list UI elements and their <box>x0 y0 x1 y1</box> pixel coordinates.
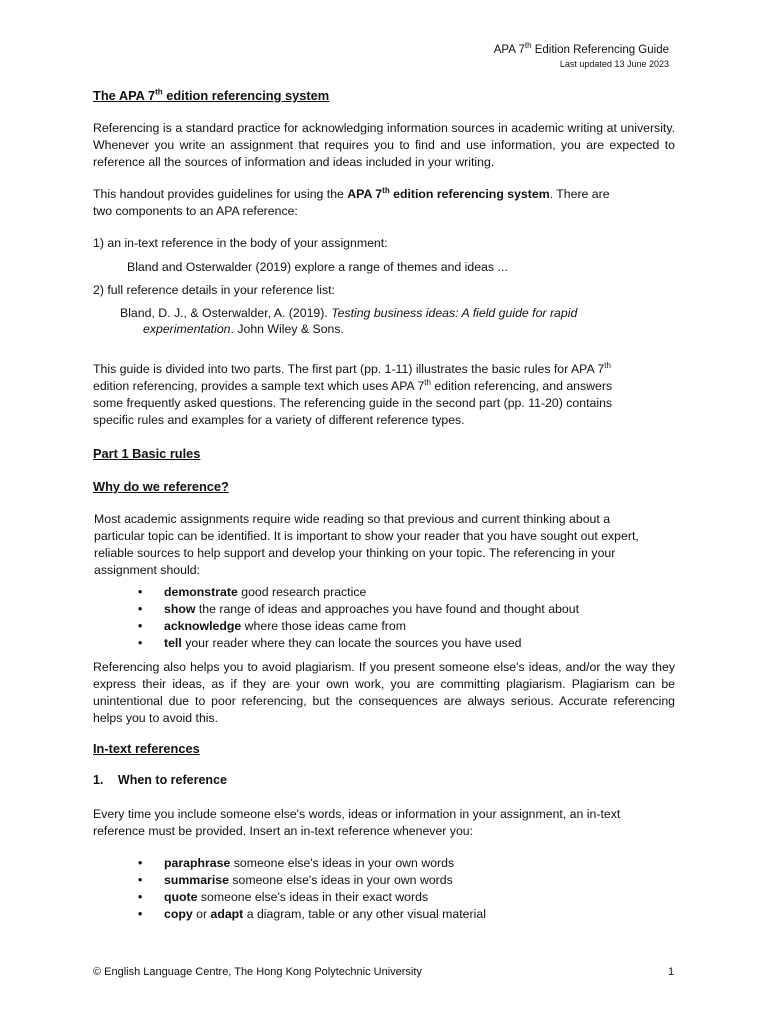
bullet-bold: demonstrate <box>164 585 238 599</box>
part-1-heading: Part 1 Basic rules <box>93 446 201 461</box>
why-line-3: reliable sources to help support and develop your thinking on your topic. The referencing in your <box>94 546 616 560</box>
page-number: 1 <box>668 966 675 978</box>
handout-line-2: two components to an APA reference: <box>93 204 298 218</box>
guide-sup: th <box>424 377 431 387</box>
title-text: The APA 7 <box>93 88 156 103</box>
bullet-text: where those ideas came from <box>241 619 406 633</box>
bullet-text: the range of ideas and approaches you have found and thought about <box>195 602 579 616</box>
guide-sup: th <box>604 360 611 370</box>
bullet-icon: • <box>138 585 143 599</box>
when-line-2: reference must be provided. Insert an in-text reference whenever you: <box>93 824 474 838</box>
bullet-bold: paraphrase <box>164 856 231 870</box>
header-title-text-end: Edition Referencing Guide <box>531 44 669 56</box>
bullet-bold: adapt <box>210 907 244 921</box>
bullet-text: a diagram, table or any other visual material <box>243 907 486 921</box>
reference-example-line-1 <box>120 305 577 322</box>
list-item <box>138 584 678 601</box>
page-title <box>93 88 329 103</box>
bullet-bold: copy <box>164 907 193 921</box>
bullet-icon: • <box>138 619 143 633</box>
list-item <box>138 872 678 889</box>
reference-title-1: Testing business ideas: A field guide for rapid <box>331 306 578 320</box>
handout-bold-end: edition referencing system <box>389 187 550 201</box>
header-title-sup: th <box>524 41 532 51</box>
intro-paragraph: Referencing is a standard practice for acknowledging information sources in academic writing at university. Whenever you write an assignment that requires you to find and use information, you are expected to reference all the sources of information and ideas included in your writing. <box>93 121 675 169</box>
header-last-updated: Last updated 13 June 2023 <box>559 59 669 69</box>
handout-bold-sup: th <box>382 185 390 195</box>
bullet-text: your reader where they can locate the sources you have used <box>181 636 522 650</box>
bullet-icon: • <box>138 636 143 650</box>
why-line-2: particular topic can be identified. It is important to show your reader that you have sought out expert, <box>94 529 639 543</box>
why-line-1: Most academic assignments require wide reading so that previous and current thinking about a <box>94 512 611 526</box>
list-item <box>138 889 678 906</box>
in-text-example: Bland and Osterwalder (2019) explore a range of themes and ideas ... <box>127 260 508 274</box>
when-to-reference-heading <box>93 773 227 787</box>
header-title-text: APA 7 <box>493 44 525 56</box>
bullet-bold: acknowledge <box>164 619 242 633</box>
in-text-references-heading: In-text references <box>93 741 200 756</box>
when-paragraph <box>93 806 675 840</box>
bullet-text: someone else's ideas in your own words <box>230 856 455 870</box>
list-item <box>138 855 678 872</box>
bullet-icon: • <box>138 856 143 870</box>
footer-copyright: © English Language Centre, The Hong Kong Polytechnic University <box>93 966 422 978</box>
bullet-bold: summarise <box>164 873 229 887</box>
heading-text: When to reference <box>117 773 227 787</box>
list-item <box>138 635 678 652</box>
guide-line-2 <box>93 378 675 395</box>
header-guide-title <box>493 41 669 56</box>
component-item-1: 1) an in-text reference in the body of your assignment: <box>93 236 388 250</box>
reference-example-line-2 <box>143 321 344 338</box>
bullet-icon: • <box>138 890 143 904</box>
guide-line-1 <box>93 361 675 378</box>
bullet-bold: tell <box>164 636 182 650</box>
handout-line-1 <box>93 186 675 203</box>
bullet-text: or <box>192 907 211 921</box>
bullet-text: someone else's ideas in your own words <box>228 873 453 887</box>
handout-text: This handout provides guidelines for using the <box>93 187 348 201</box>
handout-text-end: . There are <box>549 187 610 201</box>
guide-line-4: specific rules and examples for a variety of different reference types. <box>93 413 465 427</box>
when-line-1: Every time you include someone else's words, ideas or information in your assignment, an in-text <box>93 807 621 821</box>
reference-publisher: . John Wiley & Sons. <box>230 322 344 336</box>
reference-authors: Bland, D. J., & Osterwalder, A. (2019). <box>120 306 332 320</box>
bullet-text: someone else's ideas in their exact words <box>197 890 429 904</box>
bullet-text: good research practice <box>237 585 367 599</box>
guide-text: edition referencing, and answers <box>430 379 613 393</box>
bullet-bold: quote <box>164 890 198 904</box>
guide-text: edition referencing, provides a sample text which uses APA 7 <box>93 379 425 393</box>
title-sup: th <box>155 87 163 97</box>
guide-text: This guide is divided into two parts. The first part (pp. 1-11) illustrates the basic rules for APA 7 <box>93 362 605 376</box>
bullet-bold: show <box>164 602 196 616</box>
guide-paragraph <box>93 361 675 429</box>
list-item <box>138 618 678 635</box>
heading-number: 1. <box>93 773 104 787</box>
title-text-end: edition referencing system <box>162 88 330 103</box>
why-paragraph <box>94 511 676 579</box>
why-reference-heading: Why do we reference? <box>93 479 229 494</box>
plagiarism-paragraph: Referencing also helps you to avoid plagiarism. If you present someone else's ideas, and/or the way they express their ideas, as if they are your own work, you are committing plagiarism. Plagiarism can be unintentional due to poor referencing, but the consequences are always serious. Accurate referencing helps you to avoid this. <box>93 660 675 725</box>
guide-line-3: some frequently asked questions. The referencing guide in the second part (pp. 11-20) contains <box>93 396 613 410</box>
why-line-4: assignment should: <box>94 563 200 577</box>
handout-bold: APA 7 <box>347 187 383 201</box>
list-item <box>138 601 678 618</box>
bullet-icon: • <box>138 873 143 887</box>
component-item-2: 2) full reference details in your reference list: <box>93 283 335 297</box>
list-item <box>138 906 678 923</box>
handout-paragraph <box>93 186 675 220</box>
bullet-icon: • <box>138 602 143 616</box>
bullet-icon: • <box>138 907 143 921</box>
reference-title-2: experimentation <box>143 322 231 336</box>
